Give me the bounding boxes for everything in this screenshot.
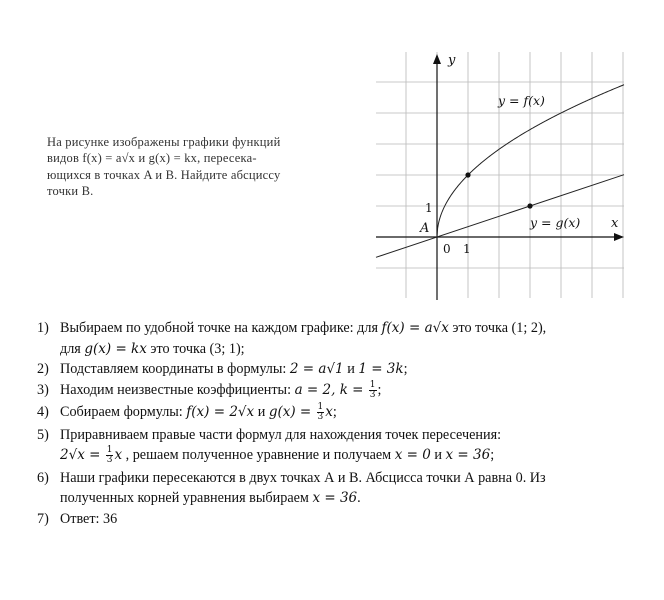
formula: f(x) = 2√x — [186, 404, 255, 420]
x-axis-label: x — [611, 216, 619, 231]
step-text-part: Приравниваем правые части формул для нахождения точек пересечения: — [60, 426, 502, 443]
step-text — [60, 509, 657, 530]
step-text-part: , решаем полученное уравнение и получаем — [122, 447, 395, 463]
y-axis-label: y — [448, 53, 456, 68]
formula: x = 36 — [312, 490, 358, 506]
fraction-numerator: 1 — [317, 402, 324, 413]
formula: 2√x = — [60, 447, 105, 463]
step-text-part: это точка (3; 1); — [146, 340, 245, 357]
fraction-numerator: 1 — [106, 445, 113, 456]
formula: x = 0 — [394, 447, 431, 463]
step-number: 7) — [37, 510, 49, 527]
step-number: 4) — [37, 404, 49, 420]
problem-line: На рисунке изображены графики функций — [47, 135, 281, 149]
x-axis-arrow — [614, 233, 624, 241]
step-number: 1) — [37, 320, 49, 336]
step-text — [60, 380, 657, 401]
fraction — [369, 381, 377, 400]
formula: f(x) = a√x — [381, 320, 449, 336]
step-text-part: Выбираем по удобной точке на каждом графике: для — [60, 320, 382, 336]
step-text-part: ; — [332, 404, 337, 420]
problem-line: видов f(x) = a√x и g(x) = kx, пересека- — [47, 151, 257, 166]
x-tick-one: 1 — [463, 242, 471, 256]
graph-axes — [376, 54, 624, 300]
fraction-denominator: 3 — [369, 389, 376, 400]
function-graph — [360, 40, 640, 310]
problem-line: точки B. — [47, 184, 94, 199]
step-number: 3) — [37, 381, 49, 398]
graph-grid — [376, 52, 624, 298]
step-text — [60, 318, 657, 359]
solution-list — [37, 318, 657, 529]
y-tick-one: 1 — [425, 201, 433, 215]
fraction-denominator: 3 — [317, 412, 324, 423]
step-text-part: и — [343, 361, 359, 377]
answer-text: Ответ: 36 — [60, 510, 118, 527]
step-text-part: Находим неизвестные коэффициенты: — [60, 381, 295, 398]
step-text — [60, 425, 657, 466]
formula: a = 2, k = — [294, 381, 368, 398]
step-text-part: это точка (1; 2), — [448, 320, 547, 336]
formula: x — [325, 404, 333, 420]
solution-step — [37, 318, 657, 359]
step-text-part: и — [254, 404, 269, 420]
fraction — [106, 446, 114, 465]
step-text-part: и — [430, 447, 446, 463]
problem-line: ющихся в точках A и B. Найдите абсциссу — [47, 167, 281, 182]
fraction-numerator: 1 — [369, 379, 376, 390]
f-label: y = f(x) — [498, 93, 545, 108]
formula: x — [114, 447, 123, 463]
g-line — [376, 175, 624, 258]
step-text-part: Подставляем координаты в формулы: — [60, 361, 290, 377]
step-text-part: ; — [490, 447, 495, 463]
solution-step — [37, 359, 657, 380]
step-text — [60, 468, 657, 509]
step-text-part: полученных корней уравнения выбираем — [60, 490, 313, 506]
step-text — [60, 402, 657, 423]
formula: 1 = 3k — [358, 361, 404, 377]
step-number: 2) — [37, 361, 49, 377]
g-marked-point — [527, 203, 532, 208]
solution-step — [37, 425, 657, 466]
step-text-part: . — [357, 490, 361, 506]
point-a-label: A — [420, 221, 430, 236]
g-label: y = g(x) — [530, 215, 581, 230]
f-marked-point — [465, 172, 470, 177]
step-text-part: ; — [377, 381, 382, 398]
origin-zero: 0 — [443, 242, 451, 256]
fraction — [317, 403, 325, 422]
solution-step — [37, 402, 657, 423]
solution-step — [37, 509, 657, 530]
y-axis-arrow — [433, 54, 441, 64]
step-number: 6) — [37, 469, 49, 486]
formula: g(x) = kx — [84, 340, 147, 357]
step-text — [60, 359, 657, 380]
solution-step — [37, 380, 657, 401]
fraction-denominator: 3 — [106, 455, 113, 466]
step-number: 5) — [37, 426, 49, 443]
step-text-part: Собираем формулы: — [60, 404, 187, 420]
problem-statement — [47, 134, 365, 200]
formula: g(x) = — [268, 404, 316, 420]
formula: x = 36 — [445, 447, 491, 463]
step-text-part: Наши графики пересекаются в двух точках А и В. Абсцисса точки А равна 0. Из — [60, 469, 546, 486]
solution-step — [37, 468, 657, 509]
formula: 2 = a√1 — [289, 361, 344, 377]
step-text-part: ; — [403, 361, 408, 377]
step-text-part: для — [60, 340, 85, 357]
